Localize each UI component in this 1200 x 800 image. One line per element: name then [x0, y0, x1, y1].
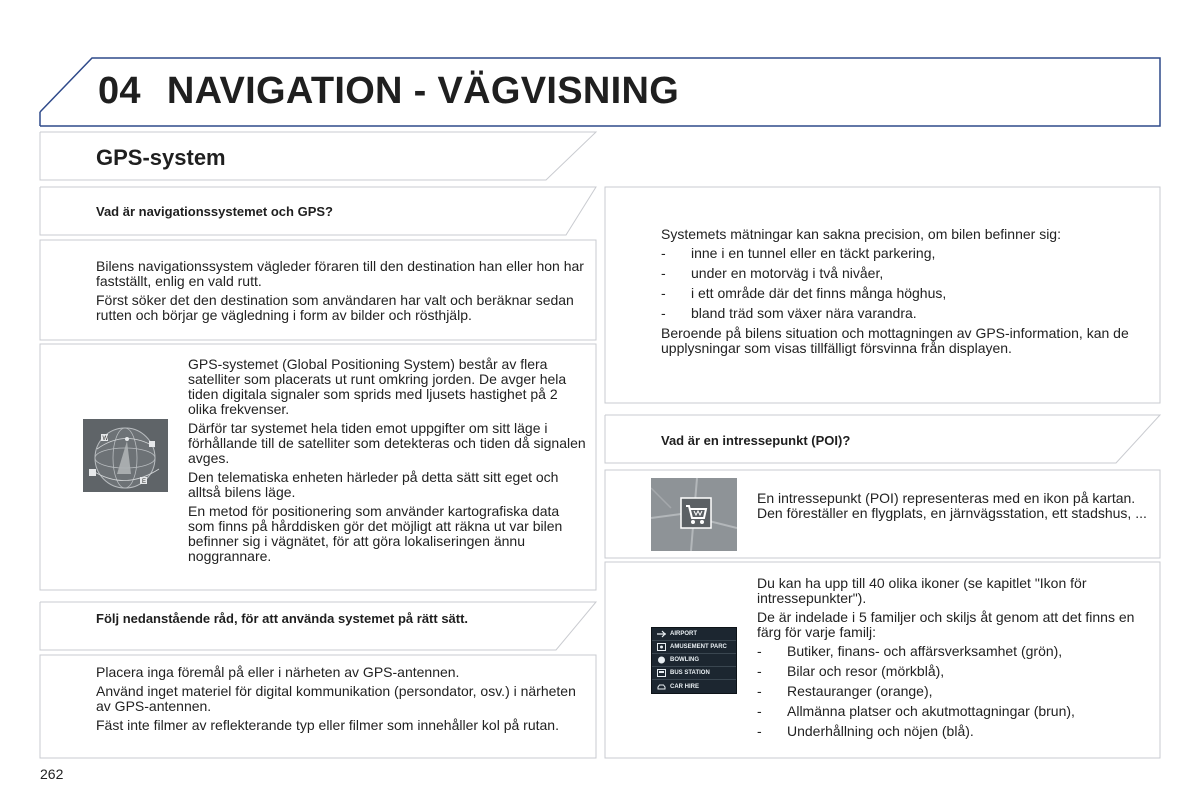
gps-info-paragraph: Därför tar systemet hela tiden emot uppgifter om sitt läge i förhållande till de satelliter som detekteras och tiden då signalen avges. — [188, 420, 586, 466]
what-is-paragraph: Först söker det den destination som användaren har valt och beräknar sedan rutten och börjar ge vägledning i form av bilder och rösthjälp. — [96, 292, 574, 323]
advice-text — [96, 665, 586, 737]
precision-outro: Beroende på bilens situation och mottagningen av GPS-information, kan de upplysningar som visas tillfälligt försvinna från displayen. — [661, 325, 1129, 356]
advice-paragraph: Fäst inte filmer av reflekterande typ eller filmer som innehåller kol på rutan. — [96, 717, 559, 733]
poi-list-image — [651, 627, 737, 694]
poi-family-item: - Allmänna platser och akutmottagningar (brun), — [757, 704, 1152, 719]
svg-text:W: W — [102, 436, 109, 442]
poi-list-row — [652, 641, 736, 654]
page-number: 262 — [40, 766, 64, 782]
poi-list-label: CAR HIRE — [670, 683, 700, 690]
poi-family-item: - Bilar och resor (mörkblå), — [757, 664, 1152, 679]
advice-paragraph: Placera inga föremål på eller i närheten av GPS-antennen. — [96, 664, 460, 680]
poi-list-label: AMUSEMENT PARC — [670, 644, 727, 650]
precision-intro: Systemets mätningar kan sakna precision, om bilen befinner sig: — [661, 226, 1061, 242]
what-is-paragraph: Bilens navigationssystem vägleder föraren till den destination han eller hon har fastställt, enlig en vald rutt. — [96, 258, 584, 289]
poi-family-item: - Underhållning och nöjen (blå). — [757, 724, 1152, 739]
precision-block — [661, 227, 1151, 360]
precision-list-item: - inne i en tunnel eller en täckt parkering, — [661, 246, 1151, 261]
chapter-title-text: NAVIGATION - VÄGVISNING — [166, 70, 680, 112]
chapter-number: 04 — [98, 70, 141, 112]
precision-list-item: - bland träd som växer nära varandra. — [661, 306, 1151, 321]
advice-paragraph: Använd inget materiel för digital kommunikation (persondator, osv.) i närheten av GPS-antennen. — [96, 683, 576, 714]
gps-info-paragraph: En metod för positionering som använder kartografiska data som finns på hårddisken gör det möjligt att räkna ut var bilen befinner sig i vägnätet, för att göra lokaliseringen ännu noggrannare. — [188, 503, 563, 564]
section-title: GPS-system — [96, 145, 226, 170]
what-is-text — [96, 259, 586, 327]
precision-list-item: - under en motorväg i två nivåer, — [661, 266, 1151, 281]
poi-list-label: BUS STATION — [670, 670, 710, 676]
poi-families-intro: De är indelade i 5 familjer och skiljs åt genom att det finns en färg för varje familj: — [757, 609, 1135, 640]
car-icon — [656, 682, 666, 691]
poi-list-label: BOWLING — [670, 657, 699, 663]
poi-map-image — [651, 478, 737, 551]
svg-text:E: E — [142, 479, 147, 485]
advice-heading: Följ nedanstående råd, för att använda systemet på rätt sätt. — [96, 611, 469, 626]
poi-list-row — [652, 654, 736, 667]
poi-count-text: Du kan ha upp till 40 olika ikoner (se kapitlet "Ikon för intressepunkter"). — [757, 575, 1087, 606]
satellite-globe-image — [83, 419, 168, 492]
shopping-cart-icon — [681, 498, 711, 528]
gps-info-paragraph: GPS-systemet (Global Positioning System) består av flera satelliter som placerats ut runt omkring jorden. De avger hela tiden digitala signaler som sprids med ljusets hastighet på 2 olika frekvenser. — [188, 356, 567, 417]
poi-family-item: - Restauranger (orange), — [757, 684, 1152, 699]
ferris-wheel-icon — [656, 643, 666, 652]
poi-heading: Vad är en intressepunkt (POI)? — [661, 433, 851, 448]
what-is-heading: Vad är navigationssystemet och GPS? — [96, 204, 333, 219]
poi-list-row — [652, 667, 736, 680]
poi-families-block — [757, 576, 1152, 744]
poi-list-label: AIRPORT — [670, 631, 697, 637]
poi-family-item: - Butiker, finans- och affärsverksamhet (grön), — [757, 644, 1152, 659]
poi-list-row — [652, 628, 736, 641]
gps-info-text — [188, 357, 588, 568]
gps-info-paragraph: Den telematiska enheten härleder på detta sätt sitt eget och alltså bilens läge. — [188, 469, 559, 500]
bowling-icon — [656, 656, 666, 665]
bus-icon — [656, 669, 666, 678]
precision-list-item: - i ett område där det finns många höghus, — [661, 286, 1151, 301]
poi-list-row — [652, 680, 736, 693]
airplane-icon — [656, 630, 666, 639]
poi-description: En intressepunkt (POI) representeras med en ikon på kartan. Den föreställer en flygplats, en järnvägsstation, ett stadshus, ... — [757, 490, 1147, 521]
